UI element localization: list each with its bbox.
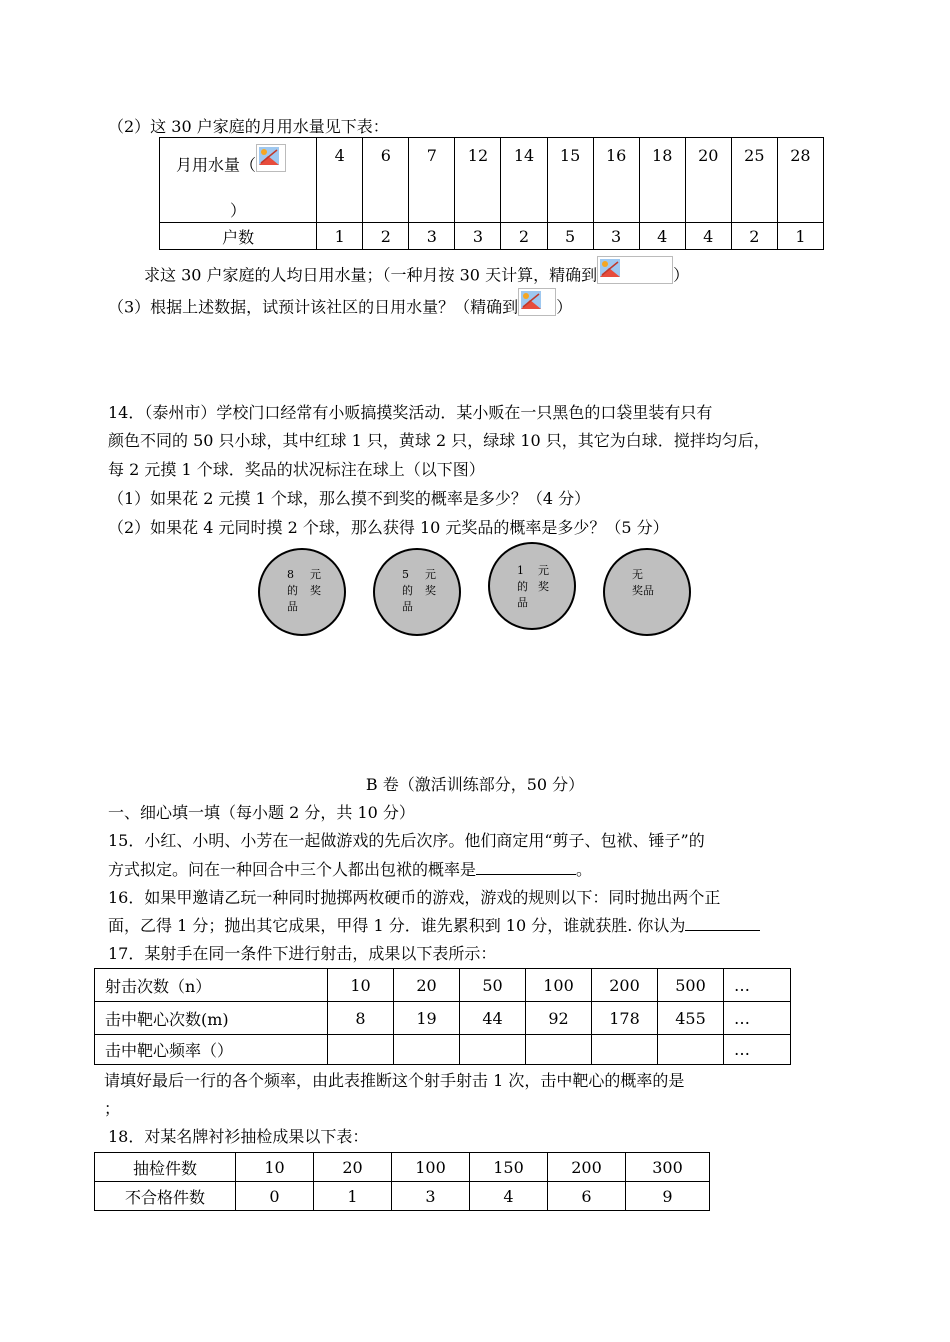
q16-answer-blank[interactable] (685, 930, 760, 931)
household-count-cell: 5 (547, 223, 593, 250)
shots-cell: … (724, 969, 791, 1002)
defective-cell: 1 (314, 1182, 392, 1211)
water-usage-header (160, 138, 317, 223)
water-usage-table (159, 137, 824, 250)
q15-line2-end: 。 (576, 860, 593, 879)
shots-cell: 20 (394, 969, 460, 1002)
q16-line2-text: 面，乙得 1 分；抛出其它成果，甲得 1 分．谁先累积到 10 分，谁就获胜. 你认为 (108, 916, 686, 935)
hits-cell: 19 (394, 1002, 460, 1035)
household-count-cell: 3 (409, 223, 455, 250)
ball-yuan: 元 (310, 568, 321, 581)
ball-prize: 奖品 (632, 584, 654, 597)
hits-cell: 178 (592, 1002, 658, 1035)
section-b-part1: 一、细心填一填（每小题 2 分，共 10 分） (108, 803, 415, 822)
hits-cell: 92 (526, 1002, 592, 1035)
frequency-cell[interactable] (526, 1035, 592, 1065)
shots-cell: 50 (460, 969, 526, 1002)
q17-after1: 请填好最后一行的各个频率，由此表推断这个射手射击 1 次，击中靶心的概率的是 (104, 1071, 685, 1090)
inspected-cell: 150 (470, 1153, 548, 1182)
usage-value-cell: 4 (317, 138, 363, 223)
precision-image-icon (518, 288, 556, 316)
q13-part2-intro: （2）这 30 户家庭的月用水量见下表： (108, 117, 389, 136)
ball-yuan: 元 (425, 568, 436, 581)
q14-question1: （1）如果花 2 元摸 1 个球，那么摸不到奖的概率是多少？（4 分） (108, 489, 591, 508)
defective-cell: 3 (392, 1182, 470, 1211)
usage-value-cell: 6 (363, 138, 409, 223)
q18-intro: 18．对某名牌衬衫抽检成果以下表： (108, 1127, 369, 1146)
usage-value-cell: 7 (409, 138, 455, 223)
q14-line3: 每 2 元摸 1 个球．奖品的状况标注在球上（以下图） (108, 460, 485, 479)
hits-cell: … (724, 1002, 791, 1035)
q14-question2: （2）如果花 4 元同时摸 2 个球，那么获得 10 元奖品的概率是多少？（5 分） (108, 518, 669, 537)
q13-part3-close: ） (556, 297, 573, 317)
shots-cell: 200 (592, 969, 658, 1002)
frequency-cell: … (724, 1035, 791, 1065)
inspected-label: 抽检件数 (95, 1153, 236, 1182)
q15-line1: 15．小红、小明、小芳在一起做游戏的先后次序。他们商定用“剪子、包袱、锤子”的 (108, 831, 705, 850)
hits-cell: 8 (328, 1002, 394, 1035)
q17-after2: ； (104, 1099, 121, 1118)
ball-yuan: 元 (538, 564, 549, 577)
q16-line2 (108, 915, 760, 937)
defective-cell: 0 (236, 1182, 314, 1211)
unit-image-icon (256, 144, 286, 172)
ball-jiang: 奖 (425, 584, 436, 597)
household-count-cell: 2 (501, 223, 547, 250)
household-count-label: 户数 (160, 223, 317, 250)
ball-wu: 无 (632, 568, 643, 581)
household-count-cell: 1 (777, 223, 823, 250)
frequency-label: 击中靶心频率（） (95, 1035, 328, 1065)
q14-line2: 颜色不同的 50 只小球，其中红球 1 只，黄球 2 只，绿球 10 只，其它为白球．搅拌均匀后， (108, 431, 770, 450)
usage-value-cell: 14 (501, 138, 547, 223)
hits-cell: 44 (460, 1002, 526, 1035)
usage-value-cell: 20 (685, 138, 731, 223)
q15-line2 (108, 859, 592, 881)
ball-pin: 品 (517, 596, 528, 609)
frequency-cell[interactable] (394, 1035, 460, 1065)
inspected-cell: 200 (548, 1153, 626, 1182)
frequency-cell[interactable] (592, 1035, 658, 1065)
household-count-cell: 1 (317, 223, 363, 250)
inspected-cell: 100 (392, 1153, 470, 1182)
ball-num: 8 (287, 568, 294, 581)
usage-value-cell: 15 (547, 138, 593, 223)
ball-pin: 品 (287, 600, 298, 613)
defective-label: 不合格件数 (95, 1182, 236, 1211)
usage-value-cell: 28 (777, 138, 823, 223)
usage-value-cell: 16 (593, 138, 639, 223)
frequency-cell[interactable] (460, 1035, 526, 1065)
q13-average-question-close: ） (673, 265, 690, 285)
shots-cell: 10 (328, 969, 394, 1002)
household-count-cell: 4 (685, 223, 731, 250)
q13-average-question-text: 求这 30 户家庭的人均日用水量；（一种月按 30 天计算，精确到 (144, 265, 598, 285)
inspected-cell: 10 (236, 1153, 314, 1182)
q15-line2-text: 方式拟定。问在一种回合中三个人都出包袱的概率是 (108, 860, 477, 879)
prize-ball-no-prize (603, 548, 691, 636)
inspected-cell: 300 (626, 1153, 710, 1182)
ball-num: 5 (402, 568, 409, 581)
household-count-cell: 3 (455, 223, 501, 250)
ball-jiang: 奖 (538, 580, 549, 593)
shooting-table (94, 968, 791, 1065)
defective-cell: 4 (470, 1182, 548, 1211)
ball-de: 的 (402, 584, 413, 597)
q16-line1: 16．如果甲邀请乙玩一种同时抛掷两枚硬币的游戏，游戏的规则以下：同时抛出两个正 (108, 888, 721, 907)
prize-ball-1-yuan (488, 542, 576, 630)
shots-cell: 100 (526, 969, 592, 1002)
household-count-cell: 2 (363, 223, 409, 250)
shots-label: 射击次数（n） (95, 969, 328, 1002)
q13-part3-text: （3）根据上述数据，试预计该社区的日用水量？（精确到 (108, 297, 519, 317)
ball-jiang: 奖 (310, 584, 321, 597)
prize-ball-8-yuan (258, 548, 346, 636)
q13-part3 (108, 294, 572, 322)
shots-cell: 500 (658, 969, 724, 1002)
usage-value-cell: 18 (639, 138, 685, 223)
ball-de: 的 (517, 580, 528, 593)
shirt-inspection-table (94, 1152, 710, 1211)
q17-intro: 17．某射手在同一条件下进行射击，成果以下表所示： (108, 944, 497, 963)
prize-ball-5-yuan (373, 548, 461, 636)
water-usage-header-close: ） (230, 201, 247, 220)
q14-line1: 14．（泰州市）学校门口经常有小贩搞摸奖活动．某小贩在一只黑色的口袋里装有只有 (108, 403, 713, 422)
hits-label: 击中靶心次数(m) (95, 1002, 328, 1035)
q15-answer-blank[interactable] (476, 874, 576, 875)
ball-pin: 品 (402, 600, 413, 613)
usage-value-cell: 25 (731, 138, 777, 223)
defective-cell: 6 (548, 1182, 626, 1211)
household-count-cell: 2 (731, 223, 777, 250)
usage-value-cell: 12 (455, 138, 501, 223)
water-usage-header-label: 月用水量（ (176, 155, 257, 175)
hits-cell: 455 (658, 1002, 724, 1035)
precision-image-icon (597, 256, 673, 284)
ball-num: 1 (517, 564, 524, 577)
ball-de: 的 (287, 584, 298, 597)
frequency-cell[interactable] (658, 1035, 724, 1065)
frequency-cell[interactable] (328, 1035, 394, 1065)
inspected-cell: 20 (314, 1153, 392, 1182)
q13-average-question (144, 262, 689, 290)
defective-cell: 9 (626, 1182, 710, 1211)
household-count-cell: 3 (593, 223, 639, 250)
household-count-cell: 4 (639, 223, 685, 250)
section-b-title: B 卷（激活训练部分，50 分） (365, 775, 585, 794)
